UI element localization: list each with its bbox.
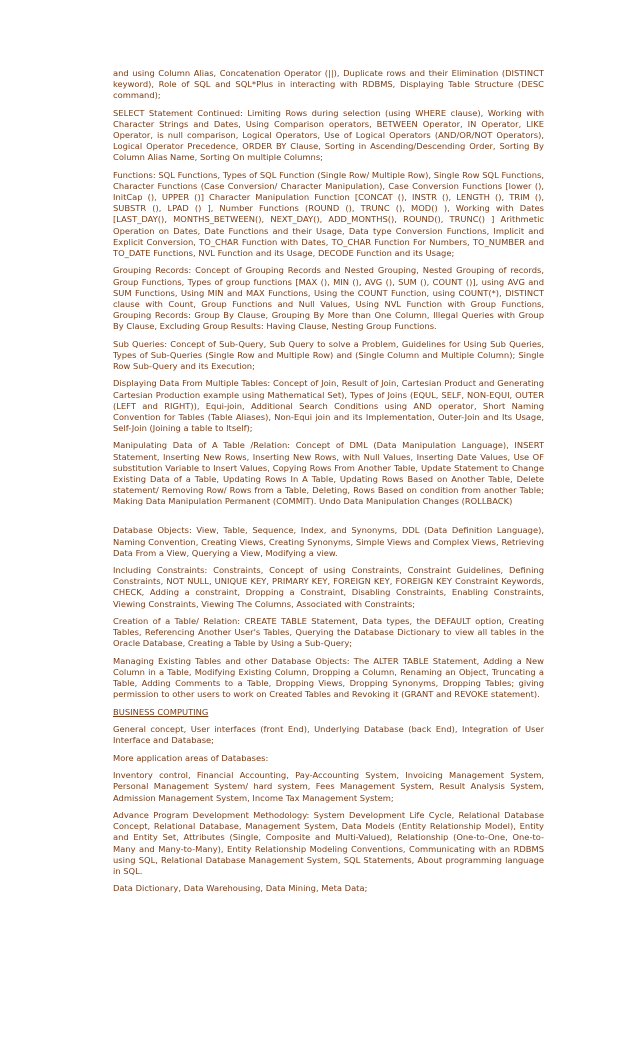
section-heading-business-computing: BUSINESS COMPUTING [113,706,209,717]
paragraph-creation-of-table: Creation of a Table/ Relation: CREATE TABLE Statement, Data types, the DEFAULT option, Creating Tables, Referencing Another User's Tables, Querying the Database Dictionary to view all tables in the Oracle Database, Creating a Table by Using a Sub-Query; [113,616,544,649]
paragraph-application-areas-label: More application areas of Databases: [113,752,269,763]
paragraph-manipulating-data: Manipulating Data of A Table /Relation: Concept of DML (Data Manipulation Language), INSERT Statement, Inserting New Rows, Inserting New Rows, with Null Values, Inserting Date Values, Use OF substitution Variable to Insert Values, Copying Rows From Another Table, Update Statement to Change Existing Data of a Table, Updating Rows In A Table, Updating Rows Based on Another Table, Delete statement/ Removing Row/ Rows from a Table, Deleting, Rows Based on condition from another Table; Making Data Manipulation Permanent (COMMIT). Undo Data Manipulation Changes (ROLLBACK) [113,440,544,507]
paragraph-select-basics: and using Column Alias, Concatenation Operator (||), Duplicate rows and their Elimination (DISTINCT keyword), Role of SQL and SQL*Plus in interacting with RDBMS, Displaying Table Structure (DESC command); [113,68,544,101]
paragraph-managing-tables: Managing Existing Tables and other Database Objects: The ALTER TABLE Statement, Adding a New Column in a Table, Modifying Existing Column, Dropping a Column, Renaming an Object, Truncating a Table, Adding Comments to a Table, Dropping Views, Dropping Synonyms, Dropping Tables; giving permission to other users to work on Created Tables and Revoking it (GRANT and REVOKE statement). [113,655,544,700]
paragraph-functions: Functions: SQL Functions, Types of SQL Function (Single Row/ Multiple Row), Single Row SQL Functions, Character Functions (Case Conversion/ Character Manipulation), Case Conversion Functions [lower (), InitCap (), UPPER ()] Character Manipulation Function [CONCAT (), INSTR (), LENGTH (), TRIM (), SUBSTR (), LPAD () ], Number Functions (ROUND (), TRUNC (), MOD() ), Working with Dates [LAST_DAY(), MONTHS_BETWEEN(), NEXT_DAY(), ADD_MONTHS(), ROUND(), TRUNC() ] Arithmetic Operation on Dates, Date Functions and their Usage, Data type Conversion Functions, Implicit and Explicit Conversion, TO_CHAR Function with Dates, TO_CHAR Function For Numbers, TO_NUMBER and TO_DATE Functions, NVL Function and its Usage, DECODE Function and its Usage; [113,169,544,258]
paragraph-sub-queries: Sub Queries: Concept of Sub-Query, Sub Query to solve a Problem, Guidelines for Using Sub Queries, Types of Sub-Queries (Single Row and Multiple Row) and (Single Column and Multiple Column); Single Row Sub-Query and its Execution; [113,338,544,371]
paragraph-advance-methodology: Advance Program Development Methodology: System Development Life Cycle, Relational Database Concept, Relational Database, Management System, Data Models (Entity Relationship Model), Entity and Entity Set, Attributes (Single, Composite and Multi-Valued), Relationship (One-to-One, One-to-Many and Many-to-Many), Entity Relationship Modeling Conventions, Communicating with an RDBMS using SQL, Relational Database Management System, SQL Statements, About programming language in SQL. [113,810,544,876]
document-page [113,68,544,901]
paragraph-database-objects: Database Objects: View, Table, Sequence, Index, and Synonyms, DDL (Data Definition Language), Naming Convention, Creating Views, Creating Synonyms, Simple Views and Complex Views, Retrieving Data From a View, Querying a View, Modifying a view. [113,525,544,558]
paragraph-data-dictionary: Data Dictionary, Data Warehousing, Data Mining, Meta Data; [113,883,368,894]
paragraph-general-concept: General concept, User interfaces (front End), Underlying Database (back End), Integration of User Interface and Database; [113,724,544,746]
paragraph-application-areas-list: Inventory control, Financial Accounting, Pay-Accounting System, Invoicing Management System, Personal Management System/ hard system, Fees Management System, Result Analysis System, Admission Management System, Income Tax Management System; [113,770,544,803]
paragraph-grouping-records: Grouping Records: Concept of Grouping Records and Nested Grouping, Nested Grouping of records, Group Functions, Types of group functions [MAX (), MIN (), AVG (), SUM (), COUNT ()], using AVG and SUM Functions, Using MIN and MAX Functions, Using the COUNT Function, using COUNT(*), DISTINCT clause with Count, Group Functions and Null Values, Using NVL Function with Group Functions, Grouping Records: Group By Clause, Grouping By More than One Column, Illegal Queries with Group By Clause, Excluding Group Results: Having Clause, Nesting Group Functions. [113,265,544,332]
paragraph-select-continued: SELECT Statement Continued: Limiting Rows during selection (using WHERE clause), Working with Character Strings and Dates, Using Comparison operators, BETWEEN Operator, IN Operator, LIKE Operator, is null comparison, Logical Operators, Use of Logical Operators (AND/OR/NOT Operators), Logical Operator Precedence, ORDER BY Clause, Sorting in Ascending/Descending Order, Sorting By Column Alias Name, Sorting On multiple Columns; [113,107,544,163]
paragraph-constraints: Including Constraints: Constraints, Concept of using Constraints, Constraint Guidelines, Defining Constraints, NOT NULL, UNIQUE KEY, PRIMARY KEY, FOREIGN KEY, FOREIGN KEY Constraint Keywords, CHECK, Adding a constraint, Dropping a Constraint, Disabling Constraints, Enabling Constraints, Viewing Constraints, Viewing The Columns, Associated with Constraints; [113,565,544,609]
paragraph-multiple-tables: Displaying Data From Multiple Tables: Concept of Join, Result of Join, Cartesian Product and Generating Cartesian Production example using Mathematical Set), Types of Joins (EQUL, SELF, NON-EQUI, OUTER (LEFT and RIGHT)), Equi-join, Additional Search Conditions using AND operator, Short Naming Convention for Tables (Table Aliases), Non-Equi join and its Implementation, Outer-Join and Its Usage, Self-Join (Joining a table to Itself); [113,378,544,434]
